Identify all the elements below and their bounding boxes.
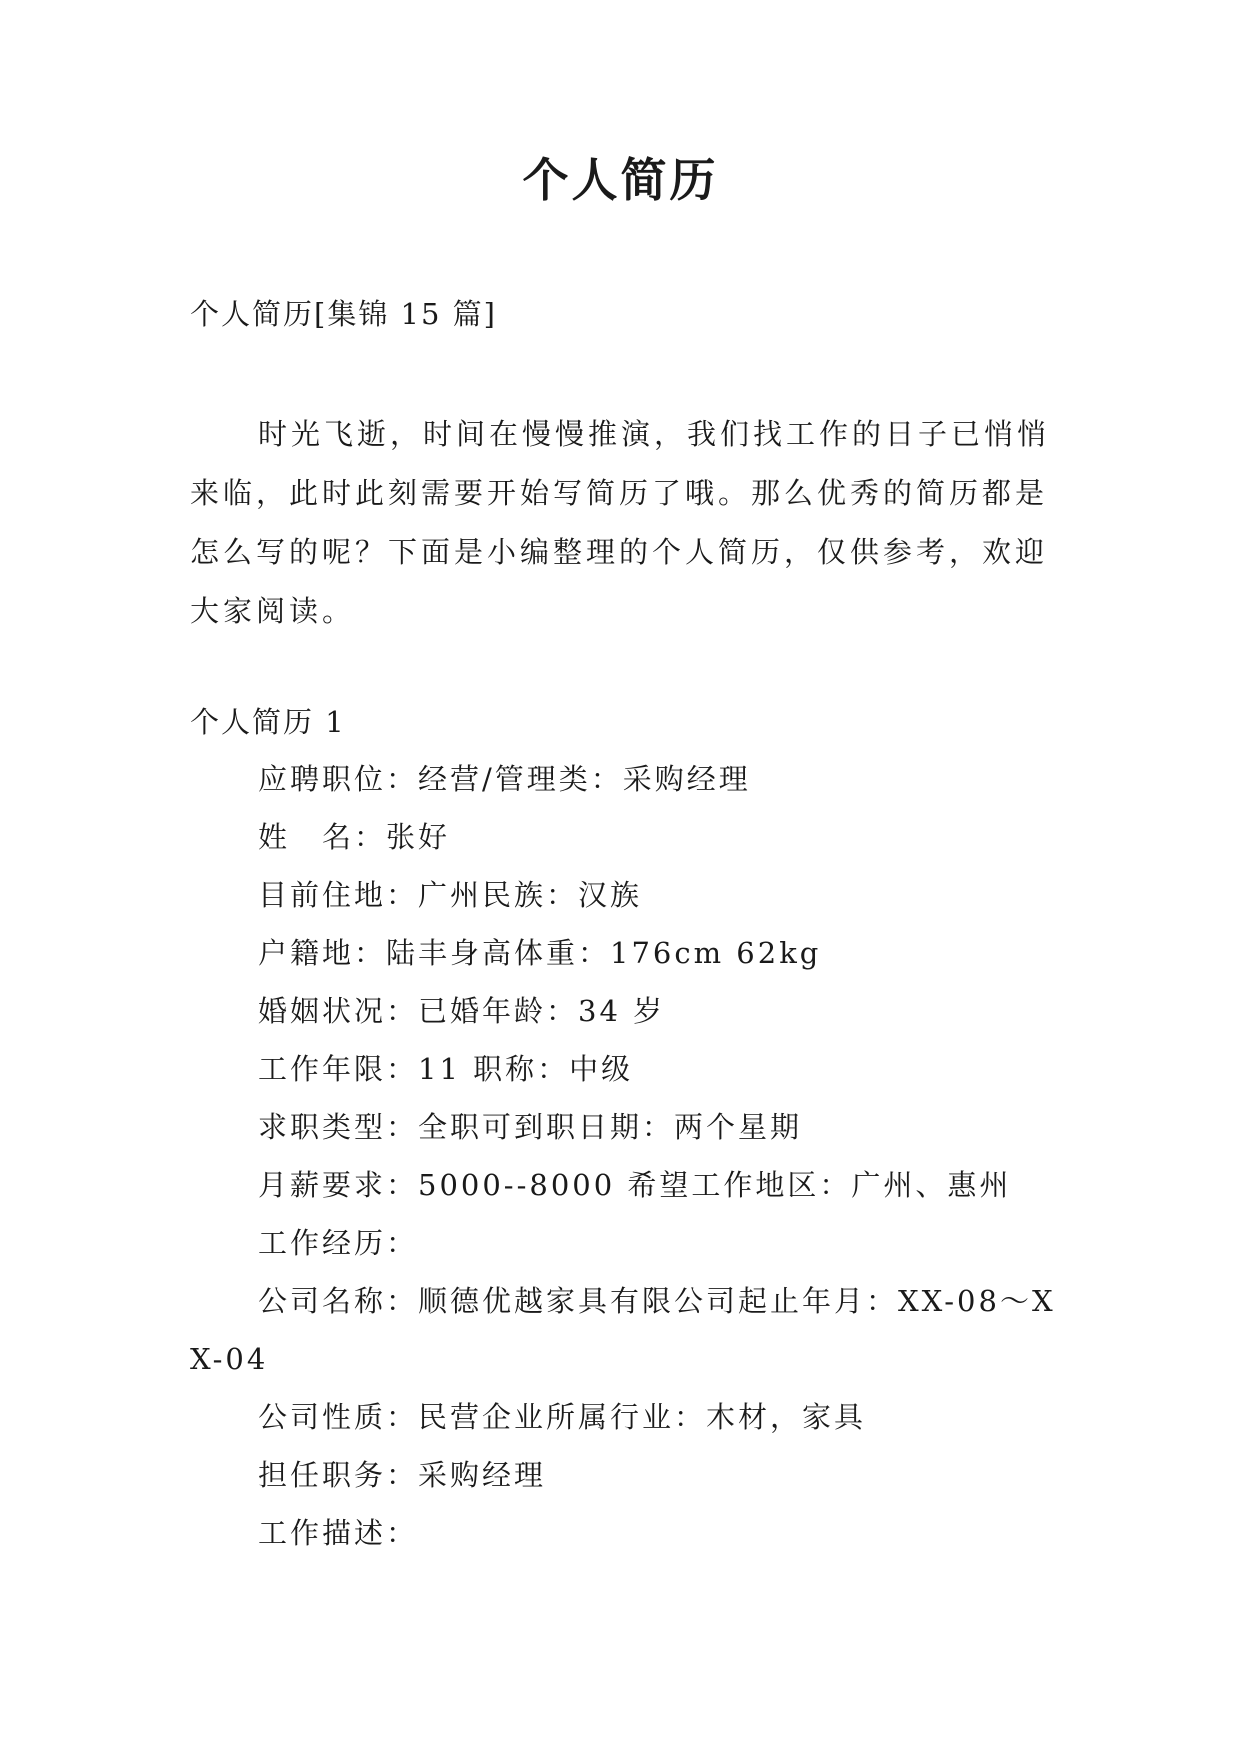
intro-paragraph: 时光飞逝，时间在慢慢推演，我们找工作的日子已悄悄来临，此时此刻需要开始写简历了哦。那么优秀的简历都是怎么写的呢？下面是小编整理的个人简历，仅供参考，欢迎大家阅读。 [190,417,1051,628]
field-role: 担任职务：采购经理 [258,1458,547,1492]
field-name: 姓 名：张好 [258,820,451,854]
field-job-description: 工作描述： [258,1516,419,1550]
collection-label: 个人简历[集锦 15 篇] [190,297,497,331]
page-title: 个人简历 [522,153,719,207]
field-company-type: 公司性质：民营企业所属行业：木材，家具 [258,1400,867,1434]
field-marital: 婚姻状况：已婚年龄：34 岁 [258,994,666,1028]
field-work-history-heading: 工作经历： [258,1226,419,1260]
field-position: 应聘职位：经营/管理类：采购经理 [258,762,751,796]
field-job-type: 求职类型：全职可到职日期：两个星期 [258,1110,803,1144]
section-title: 个人简历 1 [190,705,346,739]
field-salary: 月薪要求：5000--8000 希望工作地区：广州、惠州 [258,1168,1012,1202]
resume-fields [190,750,1060,1562]
field-company-name: 公司名称：顺德优越家具有限公司起止年月：XX-08～XX-04 [190,1284,1056,1376]
field-work-years: 工作年限：11 职称：中级 [258,1052,634,1086]
field-hukou: 户籍地：陆丰身高体重：176cm 62kg [258,936,822,970]
field-residence: 目前住地：广州民族：汉族 [258,878,643,912]
